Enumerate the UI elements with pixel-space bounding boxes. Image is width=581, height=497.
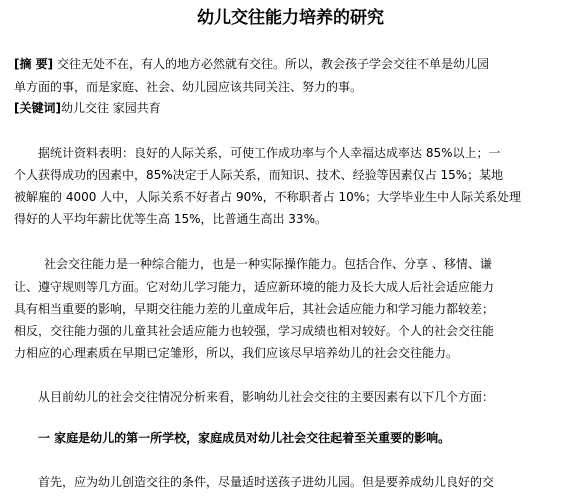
paragraph-2-line-4: 相反，交往能力强的儿童其社会适应能力也较强，学习成绩也相对较好。个人的社会交往能: [14, 324, 495, 338]
paragraph-3: 从目前幼儿的社会交往情况分析来看，影响幼儿社会交往的主要因素有以下几个方面：: [38, 390, 495, 404]
paragraph-1-line-1: 据统计资料表明：良好的人际关系，可使工作成功率与个人幸福达成率达 85%以上；一: [38, 146, 501, 160]
paragraph-2-line-3: 具有相当重要的影响，早期交往能力差的儿童成年后，其社会适应能力和学习能力都较差；: [14, 302, 495, 316]
keywords-line: [14, 98, 575, 119]
paragraph-1-line-3: 被解雇的 4000 人中，人际关系不好者占 90%，不称职者占 10%；大学毕业生中人际关系处理: [14, 190, 522, 204]
keywords-label: [关键词]: [14, 101, 61, 115]
section-heading-1: 一 家庭是幼儿的第一所学校，家庭成员对幼儿社会交往起着至关重要的影响。: [38, 431, 451, 445]
document-title: 幼儿交往能力培养的研究: [197, 8, 384, 28]
keywords-text: 幼儿交往 家园共育: [60, 101, 161, 115]
paragraph-1-line-4: 得好的人平均年薪比优等生高 15%，比普通生高出 33%。: [14, 212, 327, 226]
abstract-line-1: [14, 54, 575, 75]
paragraph-2-line-1: 社会交往能力是一种综合能力，也是一种实际操作能力。包括合作、分享 、移情、谦: [44, 257, 492, 271]
paragraph-4-line-1: 首先，应为幼儿创造交往的条件，尽量适时送孩子进幼儿园。但是要养成幼儿良好的交: [38, 475, 495, 489]
paragraph-2-line-5: 力相应的心理素质在早期已定雏形，所以，我们应该尽早培养幼儿的社会交往能力。: [14, 346, 459, 360]
abstract-label: [摘 要]: [14, 57, 54, 71]
paragraph-2-line-2: 让、遵守规则等几方面。它对幼儿学习能力，适应新环境的能力及长大成人后社会适应能力: [14, 280, 495, 294]
paragraph-1-line-2: 个人获得成功的因素中，85%决定于人际关系，而知识、技术、经验等因素仅占 15%；某地: [14, 168, 504, 182]
abstract-text-2: 单方面的事，而是家庭、社会、幼儿园应该共同关注、努力的事。: [14, 80, 363, 94]
abstract-text-1: 交往无处不在，有人的地方必然就有交往。所以，教会孩子学会交往不单是幼儿园: [56, 57, 489, 71]
